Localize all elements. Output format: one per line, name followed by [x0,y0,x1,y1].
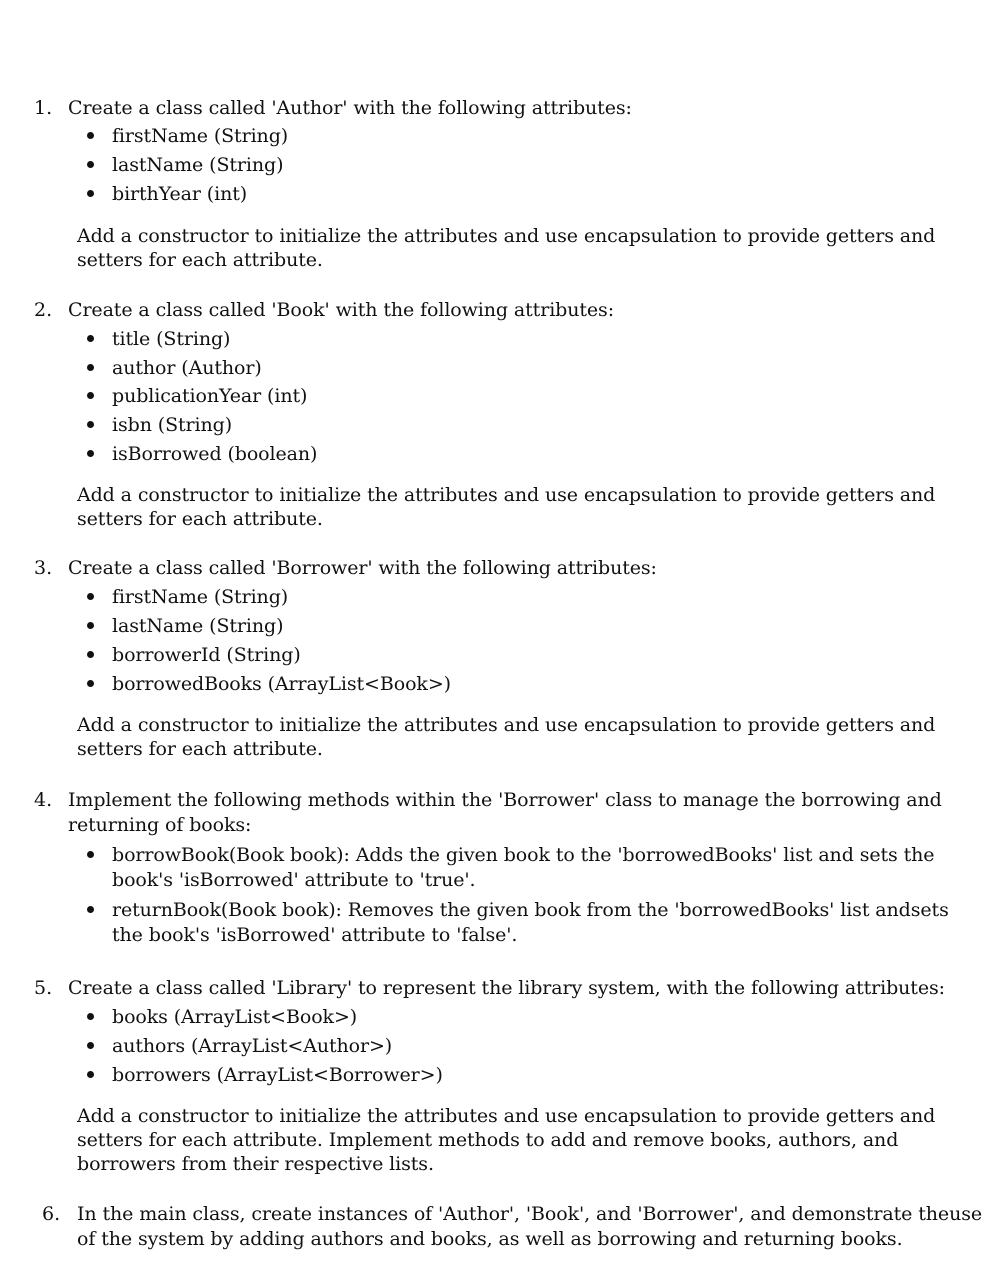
paragraph-line: Add a constructor to initialize the attributes and use encapsulation to provide getters and [77,714,936,736]
bullet-icon [87,190,94,197]
bullet-icon [87,1071,94,1078]
item-number: 2. [34,299,53,321]
bullet-icon [87,593,94,600]
attribute-item: publicationYear (int) [112,385,308,407]
item-number: 5. [34,977,53,999]
attribute-item: books (ArrayList<Book>) [112,1006,358,1028]
bullet-icon [87,161,94,168]
section-heading: In the main class, create instances of 'Author', 'Book', and 'Borrower', and demonstrate theuse [77,1203,982,1225]
item-number: 3. [34,557,53,579]
attribute-item: firstName (String) [112,586,289,608]
paragraph-line: setters for each attribute. [77,249,323,271]
attribute-item: firstName (String) [112,125,289,147]
bullet-icon [87,421,94,428]
item-number: 6. [42,1203,61,1225]
attribute-item: isBorrowed (boolean) [112,443,318,465]
method-item: returnBook(Book book): Removes the given book from the 'borrowedBooks' list andsets [112,899,949,921]
section-heading: Create a class called 'Borrower' with the following attributes: [68,557,657,579]
bullet-icon [87,651,94,658]
method-item: book's 'isBorrowed' attribute to 'true'. [112,869,476,891]
paragraph-line: borrowers from their respective lists. [77,1153,434,1175]
attribute-item: lastName (String) [112,154,284,176]
attribute-item: authors (ArrayList<Author>) [112,1035,393,1057]
method-item: borrowBook(Book book): Adds the given book to the 'borrowedBooks' list and sets the [112,844,935,866]
attribute-item: borrowers (ArrayList<Borrower>) [112,1064,443,1086]
bullet-icon [87,1013,94,1020]
section-heading: Create a class called 'Book' with the following attributes: [68,299,615,321]
bullet-icon [87,680,94,687]
method-item: the book's 'isBorrowed' attribute to 'false'. [112,924,518,946]
attribute-item: borrowerId (String) [112,644,301,666]
section-heading: of the system by adding authors and books, as well as borrowing and returning books. [77,1228,903,1250]
paragraph-line: Add a constructor to initialize the attributes and use encapsulation to provide getters and [77,484,936,506]
paragraph-line: Add a constructor to initialize the attributes and use encapsulation to provide getters and [77,225,936,247]
paragraph-line: setters for each attribute. Implement methods to add and remove books, authors, and [77,1129,899,1151]
attribute-item: lastName (String) [112,615,284,637]
bullet-icon [87,450,94,457]
section-heading: Create a class called 'Library' to represent the library system, with the following attributes: [68,977,945,999]
item-number: 4. [34,789,53,811]
bullet-icon [87,906,94,913]
bullet-icon [87,335,94,342]
section-heading: Implement the following methods within the 'Borrower' class to manage the borrowing and [68,789,942,811]
attribute-item: title (String) [112,328,231,350]
paragraph-line: setters for each attribute. [77,738,323,760]
bullet-icon [87,1042,94,1049]
bullet-icon [87,622,94,629]
bullet-icon [87,851,94,858]
attribute-item: author (Author) [112,357,262,379]
bullet-icon [87,364,94,371]
bullet-icon [87,392,94,399]
paragraph-line: Add a constructor to initialize the attributes and use encapsulation to provide getters and [77,1105,936,1127]
bullet-icon [87,132,94,139]
section-heading: returning of books: [68,814,252,836]
attribute-item: borrowedBooks (ArrayList<Book>) [112,673,451,695]
paragraph-line: setters for each attribute. [77,508,323,530]
attribute-item: isbn (String) [112,414,233,436]
item-number: 1. [34,97,53,119]
section-heading: Create a class called 'Author' with the following attributes: [68,97,632,119]
attribute-item: birthYear (int) [112,183,248,205]
